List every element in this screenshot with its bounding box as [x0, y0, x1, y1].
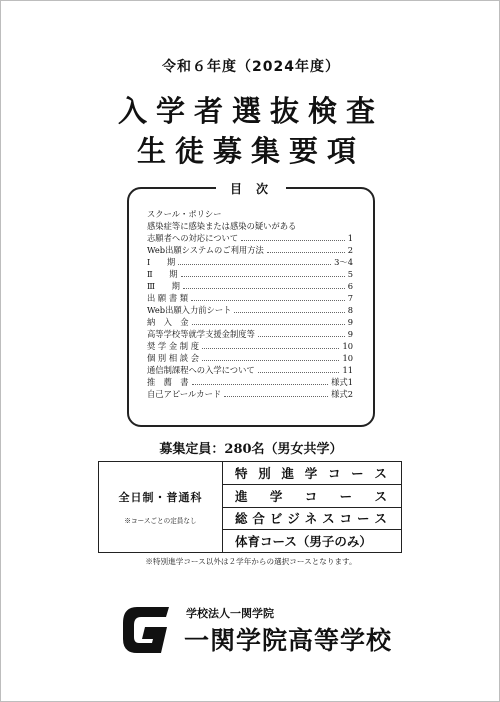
- toc-item-page: 5: [347, 269, 353, 279]
- toc-item-label: Web出願入力前シート: [147, 305, 232, 315]
- toc-item: [147, 388, 353, 400]
- toc-leader-dots: [258, 372, 340, 373]
- academic-year: 令和６年度（2024年度）: [162, 59, 340, 75]
- toc-item: [147, 304, 353, 316]
- school-corporation: 学校法人一関学院: [186, 607, 274, 620]
- course-special-advanced: [223, 462, 401, 485]
- toc-item: [147, 244, 353, 256]
- course-footnote: ※特別進学コース以外は２学年からの選択コースとなります。: [145, 557, 357, 566]
- course-sports: [223, 530, 401, 552]
- toc-leader-dots: [178, 264, 331, 265]
- toc-item: [147, 268, 353, 280]
- department-cell: [99, 462, 223, 552]
- toc-item: [147, 292, 353, 304]
- page-title-line2: 生徒募集要項: [136, 134, 365, 168]
- toc-item: [147, 256, 353, 268]
- toc-item-page: 6: [347, 281, 353, 291]
- toc-item: [147, 220, 353, 232]
- toc-item: [147, 364, 353, 376]
- course-label: 進 学 コ ー ス: [235, 488, 387, 504]
- toc-item-label: 志願者への対応について: [147, 233, 239, 243]
- toc-item-page: 7: [347, 293, 353, 303]
- department-note: ※コースごとの定員なし: [124, 517, 197, 525]
- toc-heading-text: 目次: [216, 182, 286, 196]
- course-label: 総 合 ビ ジ ネ ス コ ー ス: [235, 511, 387, 527]
- toc-item-label: 個 別 相 談 会: [147, 353, 200, 363]
- toc-leader-dots: [202, 360, 339, 361]
- toc-item-page: 8: [347, 305, 353, 315]
- toc-item-label: Web出願システムのご利用方法: [147, 245, 264, 255]
- toc-item-page: 1: [347, 233, 353, 243]
- toc-item-page: 9: [347, 317, 353, 327]
- toc-item-label: 通信制課程への入学について: [147, 365, 255, 375]
- page-title-line1: 入学者選抜検査: [117, 94, 384, 128]
- toc-item-page: 9: [347, 329, 353, 339]
- toc-item-label: 納 入 金: [147, 317, 189, 327]
- toc-leader-dots: [258, 336, 345, 337]
- toc-leader-dots: [192, 384, 329, 385]
- toc-item: [147, 376, 353, 388]
- course-table: [98, 461, 402, 553]
- course-label: 特 別 進 学 コ ー ス: [235, 465, 387, 481]
- toc-leader-dots: [183, 288, 345, 289]
- toc-leader-dots: [299, 228, 350, 229]
- toc-item-label: 奨 学 金 制 度: [147, 341, 200, 351]
- toc-item: [147, 340, 353, 352]
- toc-leader-dots: [225, 216, 350, 217]
- toc-item-label: 感染症等に感染または感染の疑いがある: [147, 221, 297, 231]
- toc-item-page: 2: [347, 245, 353, 255]
- toc-item-label: Ⅰ 期: [147, 257, 176, 267]
- toc-item-page: 11: [342, 365, 353, 375]
- toc-item: [147, 328, 353, 340]
- table-of-contents: [127, 182, 375, 427]
- course-label: 体育コース（男子のみ）: [235, 534, 372, 550]
- toc-leader-dots: [181, 276, 345, 277]
- course-advanced: [223, 485, 401, 508]
- toc-item-page: 3～4: [334, 257, 353, 267]
- toc-item: [147, 352, 353, 364]
- toc-item-label: Ⅲ 期: [147, 281, 180, 291]
- toc-item-label: 推 薦 書: [147, 377, 189, 387]
- toc-list: [147, 208, 353, 400]
- toc-item-page: 10: [342, 341, 353, 351]
- toc-item-page: 様式1: [331, 377, 353, 387]
- course-list: [223, 462, 401, 552]
- toc-leader-dots: [192, 324, 345, 325]
- enrollment-capacity: 募集定員：280名（男女共学）: [159, 442, 343, 457]
- toc-leader-dots: [191, 300, 345, 301]
- toc-item-label: スクール・ポリシー: [147, 209, 222, 219]
- toc-leader-dots: [224, 396, 328, 397]
- toc-item-label: Ⅱ 期: [147, 269, 178, 279]
- toc-item: [147, 208, 353, 220]
- toc-item: [147, 316, 353, 328]
- toc-item-label: 自己アピールカード: [147, 389, 222, 399]
- school-logo-g-icon: [117, 599, 177, 659]
- toc-item-page: 10: [342, 353, 353, 363]
- toc-item-label: 出 願 書 類: [147, 293, 189, 303]
- toc-leader-dots: [241, 240, 345, 241]
- toc-heading: [129, 180, 373, 197]
- toc-item: [147, 232, 353, 244]
- toc-item-label: 高等学校等就学支援金制度等: [147, 329, 255, 339]
- school-name: 一関学院高等学校: [184, 626, 393, 655]
- toc-item: [147, 280, 353, 292]
- course-business: [223, 508, 401, 531]
- toc-leader-dots: [202, 348, 339, 349]
- toc-leader-dots: [267, 252, 345, 253]
- toc-item-page: 様式2: [331, 389, 353, 399]
- department-label: 全日制・普通科: [118, 491, 203, 504]
- toc-leader-dots: [234, 312, 344, 313]
